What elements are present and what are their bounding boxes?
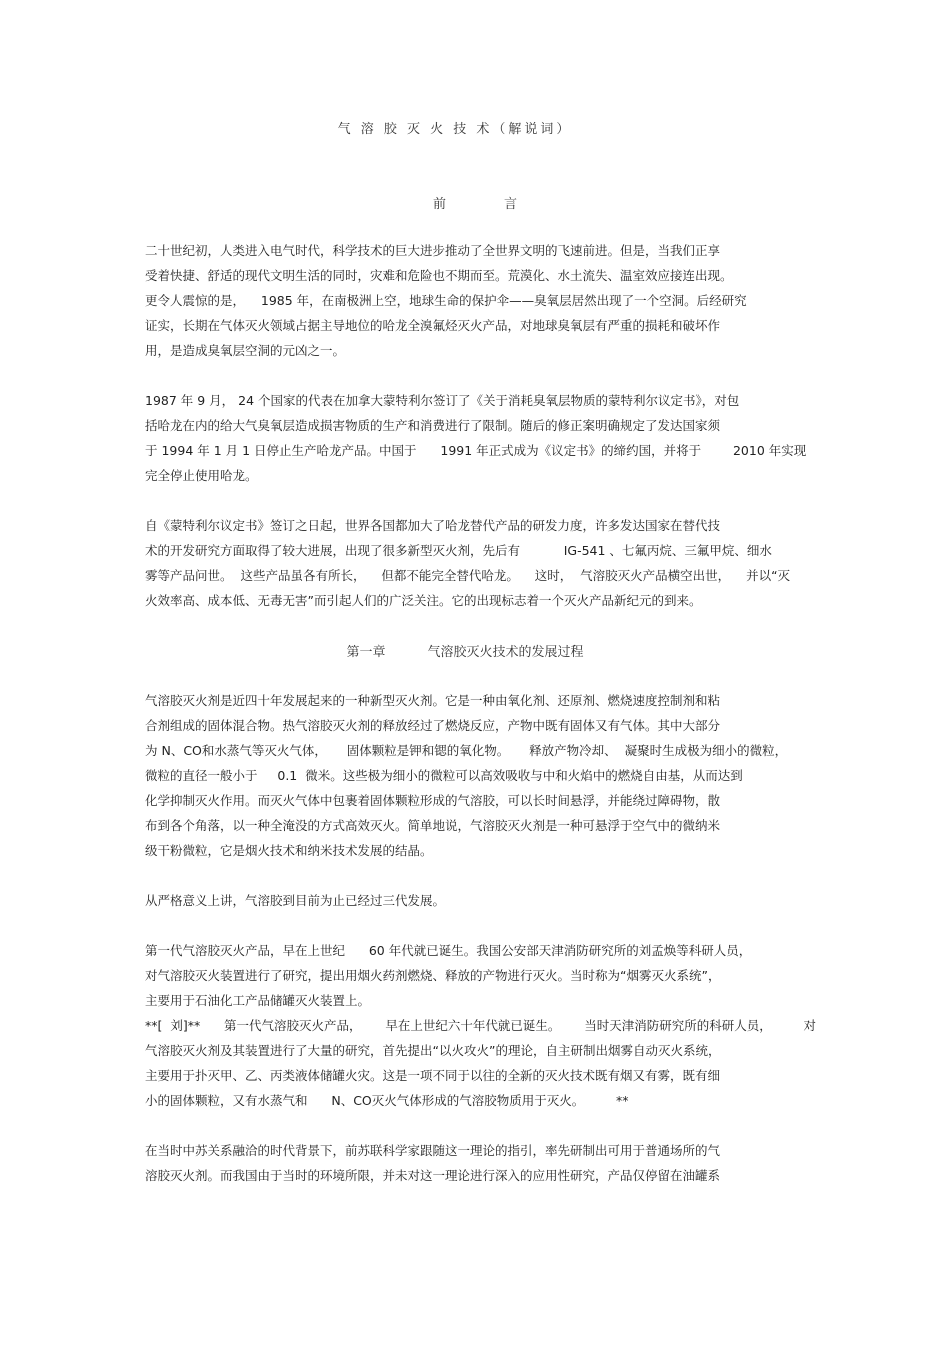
text-line: 二十世纪初，人类进入电气时代，科学技术的巨大进步推动了全世界文明的飞速前进。但是，当我们正享 (145, 243, 721, 258)
text-line: 术的开发研究方面取得了较大进展，出现了很多新型灭火剂，先后有 IG-541 、七氟丙烷、三氟甲烷、细水 (145, 543, 772, 558)
paragraph-intro (145, 238, 825, 363)
text-line: 气溶胶灭火剂及其装置进行了大量的研究，首先提出“以火攻火”的理论，自主研制出烟雾自动灭火系统， (145, 1043, 721, 1058)
paragraph-substitutes (145, 513, 825, 613)
text-line: 证实，长期在气体灭火领域占据主导地位的哈龙全溴氟烃灭火产品，对地球臭氧层有严重的损耗和破坏作 (145, 318, 721, 333)
text-line: 对气溶胶灭火装置进行了研究，提出用烟火药剂燃烧、释放的产物进行灭火。当时称为“烟雾灭火系统”， (145, 968, 721, 983)
text-line: 自《蒙特利尔议定书》签订之日起，世界各国都加大了哈龙替代产品的研发力度，许多发达国家在替代技 (145, 518, 721, 533)
text-line: 化学抑制灭火作用。而灭火气体中包裹着固体颗粒形成的气溶胶，可以长时间悬浮，并能绕过障碍物，散 (145, 793, 721, 808)
text-line: 为 N、CO和水蒸气等灭火气体， 固体颗粒是钾和锶的氧化物。 释放产物冷却、 凝聚时生成极为细小的微粒， (145, 743, 788, 758)
text-line: 更令人震惊的是， 1985 年，在南极洲上空，地球生命的保护伞——臭氧层居然出现了一个空洞。后经研究 (145, 293, 747, 308)
text-line: 级干粉微粒，它是烟火技术和纳米技术发展的结晶。 (145, 843, 433, 858)
paragraph-first-generation (145, 938, 825, 1113)
text-line: 合剂组成的固体混合物。热气溶胶灭火剂的释放经过了燃烧反应，产物中既有固体又有气体。其中大部分 (145, 718, 721, 733)
text-line: 火效率高、成本低、无毒无害”而引起人们的广泛关注。它的出现标志着一个灭火产品新纪元的到来。 (145, 593, 702, 608)
text-line: 雾等产品问世。 这些产品虽各有所长， 但都不能完全替代哈龙。 这时， 气溶胶灭火产品横空出世， 并以“灭 (145, 568, 791, 583)
text-line: **[ 刘]** 第一代气溶胶灭火产品， 早在上世纪六十年代就已诞生。 当时天津消防研究所的科研人员， 对 (145, 1018, 817, 1033)
text-line: 布到各个角落，以一种全淹没的方式高效灭火。简单地说，气溶胶灭火剂是一种可悬浮于空气中的微纳米 (145, 818, 721, 833)
chapter-heading (0, 641, 930, 660)
text-line: 气溶胶灭火剂是近四十年发展起来的一种新型灭火剂。它是一种由氧化剂、还原剂、燃烧速度控制剂和粘 (145, 693, 721, 708)
text-line: 受着快捷、舒适的现代文明生活的同时，灾难和危险也不期而至。荒漠化、水土流失、温室效应接连出现。 (145, 268, 733, 283)
text-line: 第一代气溶胶灭火产品，早在上世纪 60 年代就已诞生。我国公安部天津消防研究所的刘孟焕等科研人员， (145, 943, 752, 958)
text-line: 用，是造成臭氧层空洞的元凶之一。 (145, 343, 346, 358)
text-line: 1987 年 9 月， 24 个国家的代表在加拿大蒙特利尔签订了《关于消耗臭氧层物质的蒙特利尔议定书》，对包 (145, 393, 740, 408)
text-line: 微粒的直径一般小于 0.1 微米。这些极为细小的微粒可以高效吸收与中和火焰中的燃烧自由基，从而达到 (145, 768, 743, 783)
text-line: 在当时中苏关系融洽的时代背景下，前苏联科学家跟随这一理论的指引，率先研制出可用于普通场所的气 (145, 1143, 721, 1158)
paragraph-montreal-protocol (145, 388, 825, 488)
paragraph-soviet-research (145, 1138, 825, 1188)
text-line: 括哈龙在内的给大气臭氧层造成损害物质的生产和消费进行了限制。随后的修正案明确规定了发达国家须 (145, 418, 721, 433)
text-line: 于 1994 年 1 月 1 日停止生产哈龙产品。中国于 1991 年正式成为《议定书》的缔约国，并将于 2010 年实现 (145, 443, 807, 458)
chapter-title: 气溶胶灭火技术的发展过程 (427, 645, 584, 660)
document-title: 气 溶 胶 灭 火 技 术（解说词） (337, 122, 573, 137)
text-line: 主要用于扑灭甲、乙、丙类液体储罐火灾。这是一项不同于以往的全新的灭火技术既有烟又有雾，既有细 (145, 1068, 721, 1083)
preface-heading-left: 前 (432, 197, 446, 212)
preface-heading (0, 193, 950, 212)
paragraph-three-generations (145, 888, 825, 913)
text-line: 小的固体颗粒，又有水蒸气和 N、CO灭火气体形成的气溶胶物质用于灭火。 ** (145, 1093, 629, 1108)
text-line: 完全停止使用哈龙。 (145, 468, 258, 483)
preface-heading-right: 言 (504, 197, 518, 212)
text-line: 溶胶灭火剂。而我国由于当时的环境所限，并未对这一理论进行深入的应用性研究，产品仅停留在油罐系 (145, 1168, 721, 1183)
paragraph-aerosol-definition (145, 688, 825, 863)
text-line: 从严格意义上讲，气溶胶到目前为止已经过三代发展。 (145, 893, 446, 908)
chapter-number: 第一章 (346, 645, 386, 660)
text-line: 主要用于石油化工产品储罐灭火装置上。 (145, 993, 371, 1008)
